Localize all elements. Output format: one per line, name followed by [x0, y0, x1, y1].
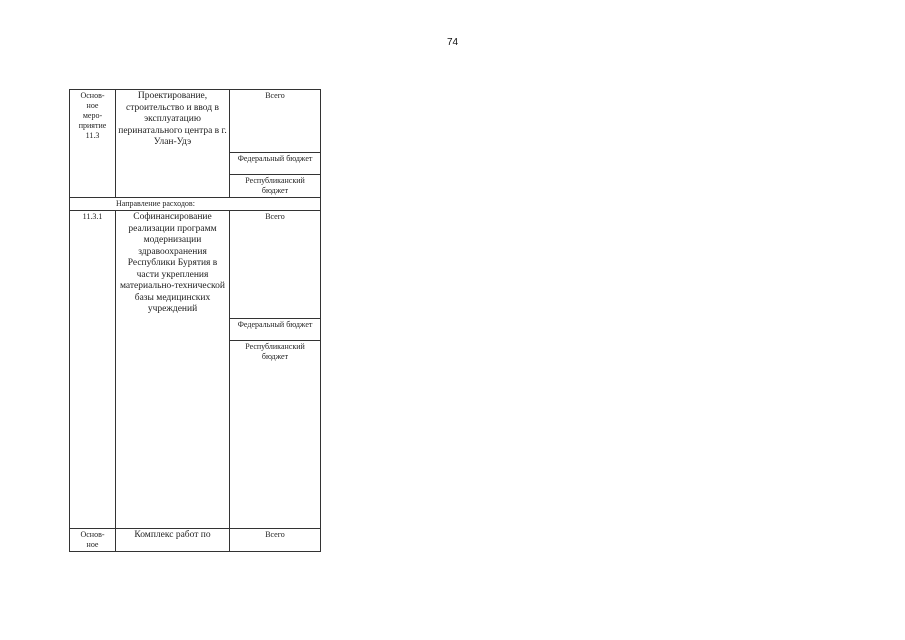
category-cell: Федеральный бюджет	[230, 153, 321, 175]
category-cell: Республиканский бюджет	[230, 175, 321, 198]
budget-table	[69, 89, 849, 552]
category-cell: Федеральный бюджет	[230, 319, 321, 341]
measure-title-cell: Софинансирование реализации программ модернизации здравоохранения Республики Бурятия в части укрепления материально-технической базы медицинских учреждений	[116, 211, 230, 529]
table-row	[70, 529, 849, 552]
measure-title-cell: Комплекс работ по	[116, 529, 230, 552]
table-row	[70, 211, 849, 319]
measure-title-cell: Проектирование, строительство и ввод в эксплуатацию перинатального центра в г. Улан-Удэ	[116, 90, 230, 198]
page-number: 74	[446, 37, 459, 48]
category-cell: Всего	[230, 529, 321, 552]
table-row	[70, 198, 849, 211]
code-cell: 11.3.1	[70, 211, 116, 529]
table-row	[70, 90, 849, 153]
category-cell: Республиканский бюджет	[230, 341, 321, 529]
table-body	[70, 90, 849, 552]
category-cell: Всего	[230, 90, 321, 153]
code-cell: Основ- ное меро- приятие 11.3	[70, 90, 116, 198]
direction-note: Направление расходов:	[70, 198, 321, 211]
category-cell: Всего	[230, 211, 321, 319]
code-cell: Основ- ное	[70, 529, 116, 552]
